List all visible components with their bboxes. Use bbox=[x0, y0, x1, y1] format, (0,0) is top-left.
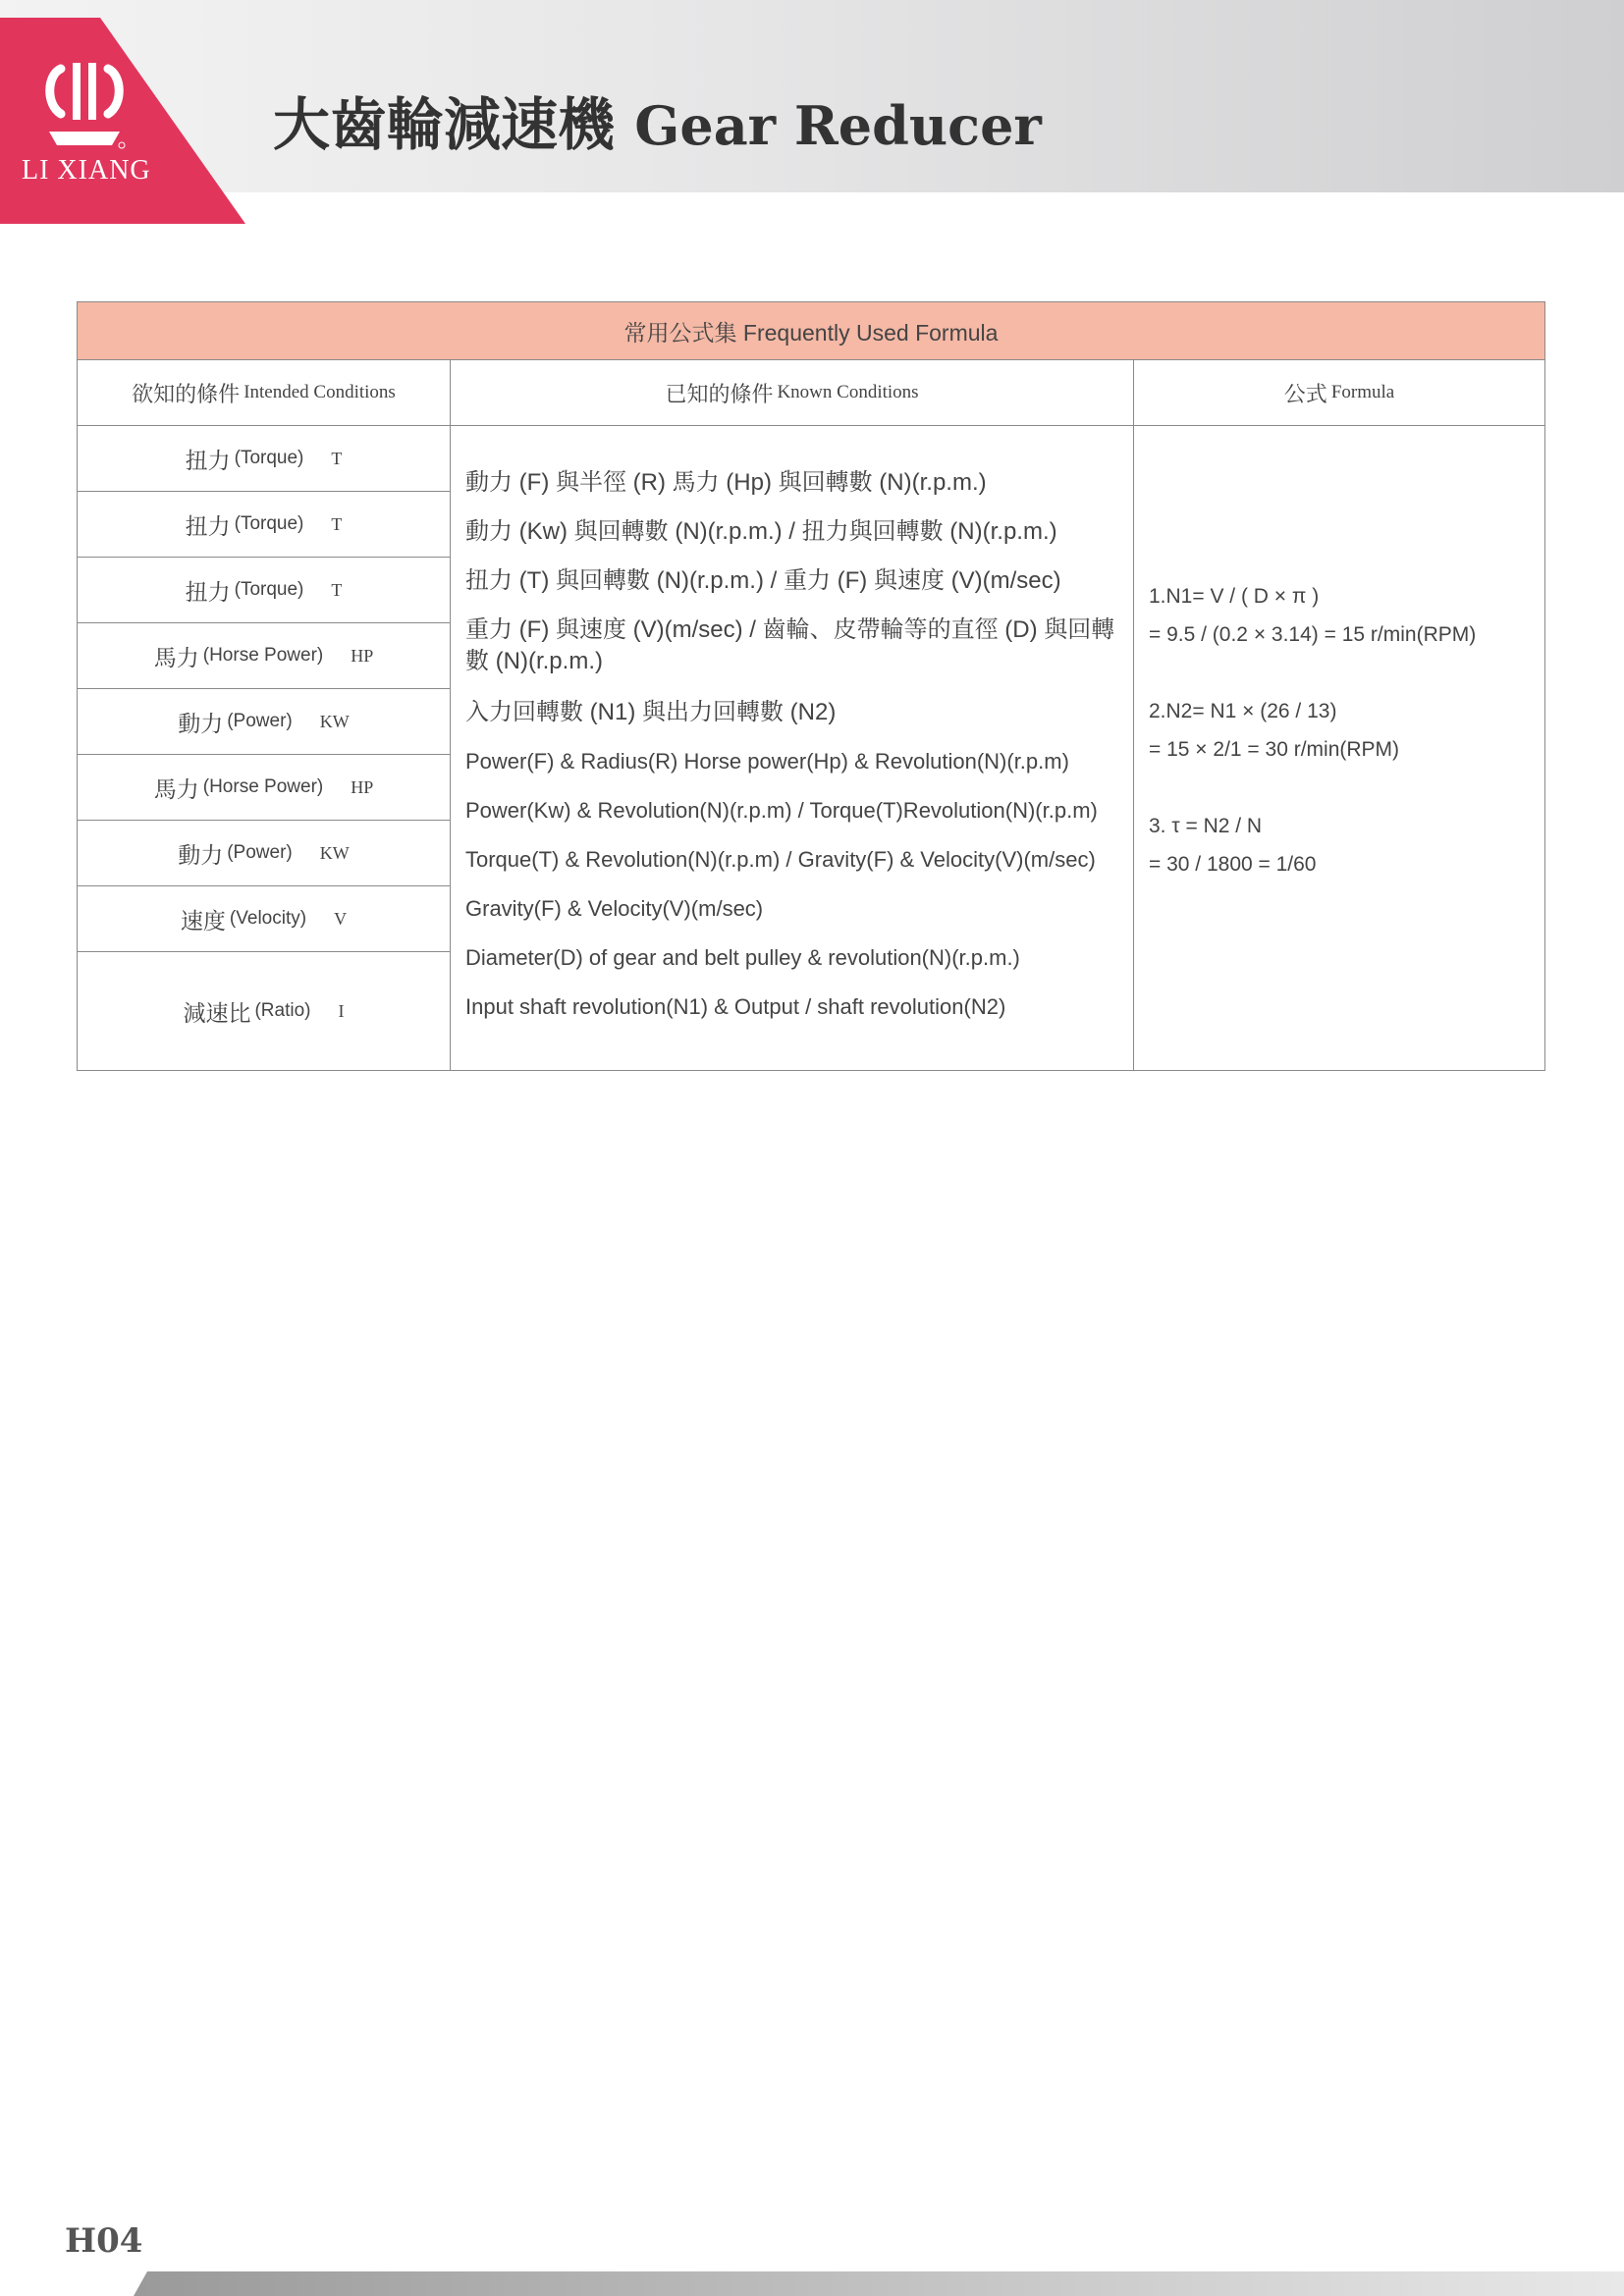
intended-cn: 馬力 bbox=[153, 775, 199, 802]
page-title-en: Gear Reducer bbox=[634, 94, 1042, 157]
formula-line: = 9.5 / (0.2 × 3.14) = 15 r/min(RPM) bbox=[1149, 623, 1477, 646]
intended-en: (Power) bbox=[227, 842, 293, 863]
table-body bbox=[78, 426, 1544, 1070]
table-row bbox=[78, 426, 450, 492]
intended-en: (Torque) bbox=[234, 579, 304, 600]
table-row bbox=[78, 821, 450, 886]
known-condition: 入力回轉數 (N1) 與出力回轉數 (N2) bbox=[465, 699, 837, 725]
logo-badge bbox=[0, 0, 255, 228]
col-header-intended-cn: 欲知的條件 bbox=[132, 381, 241, 406]
col-header-formula-cn: 公式 bbox=[1283, 381, 1327, 406]
intended-symbol: KW bbox=[319, 711, 350, 731]
intended-column bbox=[78, 426, 451, 1070]
page-title bbox=[273, 79, 1042, 161]
page-title-cn: 大齒輪減速機 bbox=[273, 91, 616, 158]
col-header-known-cn: 已知的條件 bbox=[665, 381, 774, 406]
known-condition: 動力 (Kw) 與回轉數 (N)(r.p.m.) / 扭力與回轉數 (N)(r.p.m.) bbox=[465, 518, 1057, 545]
col-header-intended-en: Intended Conditions bbox=[244, 382, 396, 402]
known-condition: Gravity(F) & Velocity(V)(m/sec) bbox=[465, 896, 764, 921]
table-row bbox=[78, 492, 450, 558]
table-row bbox=[78, 689, 450, 755]
formula-column bbox=[1134, 426, 1544, 1070]
formula-line: = 30 / 1800 = 1/60 bbox=[1149, 853, 1317, 876]
intended-symbol: HP bbox=[351, 776, 374, 797]
footer-bar bbox=[134, 2271, 1624, 2296]
known-condition: 動力 (F) 與半徑 (R) 馬力 (Hp) 與回轉數 (N)(r.p.m.) bbox=[465, 469, 987, 496]
intended-cn: 扭力 bbox=[185, 578, 231, 605]
formula-line: = 15 × 2/1 = 30 r/min(RPM) bbox=[1149, 738, 1400, 761]
known-condition: Torque(T) & Revolution(N)(r.p.m) / Gravity(F) & Velocity(V)(m/sec) bbox=[465, 847, 1096, 872]
known-condition: Diameter(D) of gear and belt pulley & revolution(N)(r.p.m.) bbox=[465, 945, 1020, 970]
known-condition: Input shaft revolution(N1) & Output / shaft revolution(N2) bbox=[465, 994, 1006, 1019]
table-row bbox=[78, 886, 450, 952]
table-row bbox=[78, 558, 450, 623]
intended-symbol: T bbox=[331, 448, 343, 468]
intended-symbol: I bbox=[338, 1000, 345, 1021]
intended-symbol: T bbox=[331, 579, 343, 600]
known-condition: 重力 (F) 與速度 (V)(m/sec) / 齒輪、皮帶輪等的直徑 (D) 與回轉數 (N)(r.p.m.) bbox=[465, 616, 1115, 674]
intended-en: (Horse Power) bbox=[202, 645, 324, 666]
table-row bbox=[78, 952, 450, 1070]
table-title: 常用公式集 Frequently Used Formula bbox=[78, 302, 1544, 360]
formula-line: 1.N1= V / ( D × π ) bbox=[1149, 585, 1320, 608]
intended-symbol: HP bbox=[351, 645, 374, 666]
intended-cn: 扭力 bbox=[185, 512, 231, 539]
formula-line: 3. τ = N2 / N bbox=[1149, 815, 1263, 837]
formula-line: 2.N2= N1 × (26 / 13) bbox=[1149, 700, 1337, 722]
li-xiang-logo-icon bbox=[43, 61, 126, 149]
intended-en: (Horse Power) bbox=[202, 776, 324, 797]
table-row bbox=[78, 623, 450, 689]
intended-en: (Ratio) bbox=[254, 1000, 311, 1021]
intended-cn: 動力 bbox=[178, 710, 224, 736]
intended-en: (Velocity) bbox=[229, 908, 307, 929]
intended-symbol: V bbox=[334, 908, 348, 929]
known-condition: 扭力 (T) 與回轉數 (N)(r.p.m.) / 重力 (F) 與速度 (V)(m/sec) bbox=[465, 567, 1061, 594]
intended-cn: 動力 bbox=[178, 841, 224, 868]
page-number: H04 bbox=[65, 2221, 143, 2261]
col-header-formula bbox=[1134, 360, 1544, 425]
intended-symbol: T bbox=[331, 513, 343, 534]
intended-cn: 減速比 bbox=[183, 999, 251, 1026]
known-condition: Power(Kw) & Revolution(N)(r.p.m) / Torque(T)Revolution(N)(r.p.m) bbox=[465, 798, 1098, 823]
table-row bbox=[78, 755, 450, 821]
formula-table bbox=[77, 301, 1545, 1071]
col-header-formula-en: Formula bbox=[1330, 382, 1395, 402]
intended-en: (Torque) bbox=[234, 448, 304, 468]
intended-cn: 馬力 bbox=[153, 644, 199, 670]
col-header-known-en: Known Conditions bbox=[777, 382, 919, 402]
intended-en: (Power) bbox=[227, 711, 293, 731]
intended-cn: 速度 bbox=[180, 907, 226, 934]
col-header-intended bbox=[78, 360, 451, 425]
known-column bbox=[451, 426, 1134, 1070]
col-header-known bbox=[451, 360, 1134, 425]
intended-cn: 扭力 bbox=[185, 447, 231, 473]
intended-symbol: KW bbox=[319, 842, 350, 863]
logo-text: LI XIANG bbox=[22, 155, 151, 186]
known-condition: Power(F) & Radius(R) Horse power(Hp) & Revolution(N)(r.p.m) bbox=[465, 749, 1069, 774]
intended-en: (Torque) bbox=[234, 513, 304, 534]
table-column-headers bbox=[78, 360, 1544, 426]
